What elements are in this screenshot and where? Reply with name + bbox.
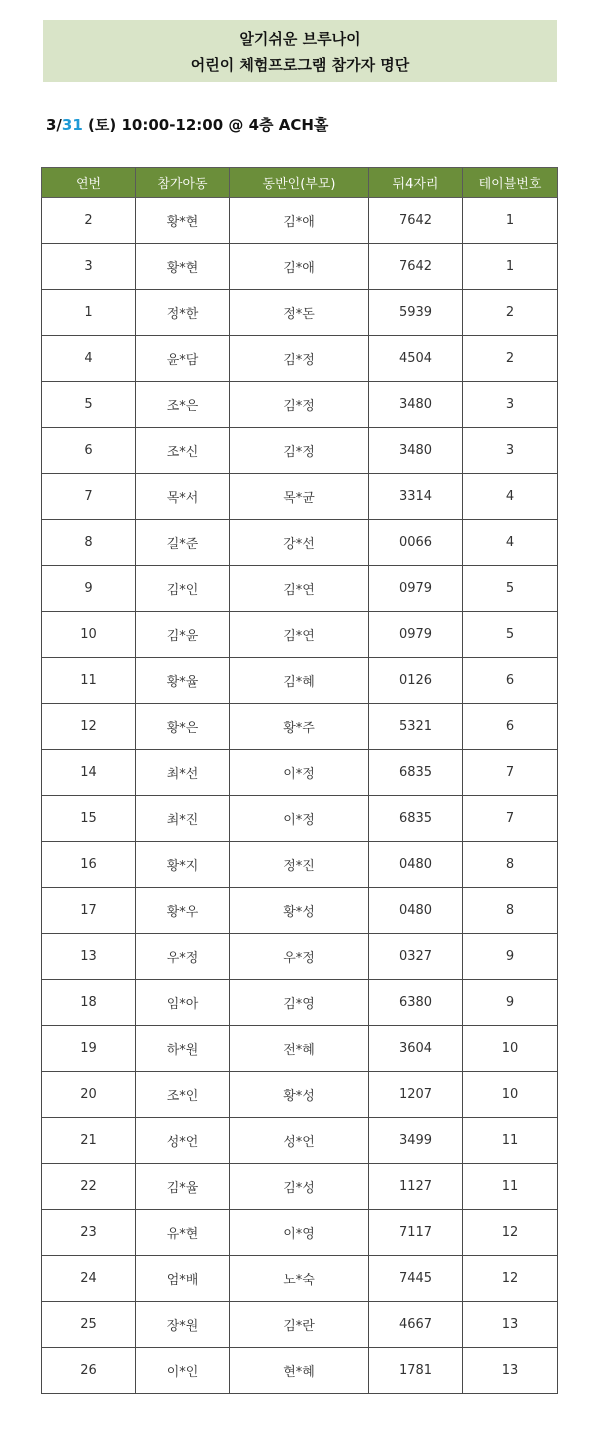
cell-no: 21	[42, 1118, 136, 1164]
cell-last4: 4504	[369, 336, 463, 382]
cell-table-no: 6	[463, 658, 558, 704]
cell-last4: 7642	[369, 198, 463, 244]
cell-last4: 0979	[369, 566, 463, 612]
cell-last4: 3480	[369, 382, 463, 428]
table-row	[42, 1118, 558, 1164]
cell-child: 하*원	[136, 1026, 230, 1072]
cell-no: 6	[42, 428, 136, 474]
cell-last4: 7642	[369, 244, 463, 290]
cell-no: 10	[42, 612, 136, 658]
cell-table-no: 13	[463, 1348, 558, 1394]
cell-child: 유*현	[136, 1210, 230, 1256]
cell-guardian: 김*성	[230, 1164, 369, 1210]
cell-guardian: 김*란	[230, 1302, 369, 1348]
table-row	[42, 612, 558, 658]
cell-guardian: 김*정	[230, 336, 369, 382]
table-row	[42, 1210, 558, 1256]
cell-table-no: 7	[463, 796, 558, 842]
table-row	[42, 980, 558, 1026]
table-row	[42, 842, 558, 888]
cell-table-no: 8	[463, 888, 558, 934]
cell-table-no: 1	[463, 244, 558, 290]
cell-no: 5	[42, 382, 136, 428]
table-row	[42, 1072, 558, 1118]
cell-last4: 1207	[369, 1072, 463, 1118]
cell-child: 조*인	[136, 1072, 230, 1118]
cell-no: 18	[42, 980, 136, 1026]
cell-no: 11	[42, 658, 136, 704]
header-no: 연번	[42, 168, 136, 198]
table-row	[42, 382, 558, 428]
header-row	[42, 168, 558, 198]
table-row	[42, 658, 558, 704]
header-guardian: 동반인(부모)	[230, 168, 369, 198]
cell-table-no: 11	[463, 1118, 558, 1164]
cell-last4: 0480	[369, 842, 463, 888]
cell-child: 정*한	[136, 290, 230, 336]
cell-table-no: 2	[463, 336, 558, 382]
cell-no: 23	[42, 1210, 136, 1256]
cell-last4: 3499	[369, 1118, 463, 1164]
cell-last4: 6835	[369, 750, 463, 796]
cell-last4: 3480	[369, 428, 463, 474]
cell-guardian: 이*정	[230, 750, 369, 796]
cell-child: 이*인	[136, 1348, 230, 1394]
table-row	[42, 934, 558, 980]
table-row	[42, 336, 558, 382]
cell-table-no: 7	[463, 750, 558, 796]
table-row	[42, 1348, 558, 1394]
cell-table-no: 13	[463, 1302, 558, 1348]
session-day: 31	[61, 116, 83, 134]
cell-table-no: 5	[463, 612, 558, 658]
title-line-2: 어린이 체험프로그램 참가자 명단	[190, 56, 410, 74]
cell-last4: 1127	[369, 1164, 463, 1210]
cell-last4: 3604	[369, 1026, 463, 1072]
cell-guardian: 성*언	[230, 1118, 369, 1164]
table-row	[42, 1164, 558, 1210]
title-banner	[43, 20, 557, 82]
cell-table-no: 1	[463, 198, 558, 244]
title-line-1: 알기쉬운 브루나이	[239, 30, 361, 48]
cell-table-no: 3	[463, 382, 558, 428]
cell-guardian: 김*정	[230, 428, 369, 474]
cell-last4: 3314	[369, 474, 463, 520]
cell-child: 성*언	[136, 1118, 230, 1164]
cell-child: 황*현	[136, 244, 230, 290]
cell-guardian: 전*혜	[230, 1026, 369, 1072]
cell-guardian: 현*혜	[230, 1348, 369, 1394]
cell-last4: 6380	[369, 980, 463, 1026]
cell-last4: 6835	[369, 796, 463, 842]
cell-child: 엄*배	[136, 1256, 230, 1302]
cell-child: 장*원	[136, 1302, 230, 1348]
cell-no: 16	[42, 842, 136, 888]
cell-table-no: 10	[463, 1072, 558, 1118]
cell-guardian: 김*애	[230, 244, 369, 290]
cell-no: 19	[42, 1026, 136, 1072]
cell-table-no: 12	[463, 1210, 558, 1256]
cell-no: 17	[42, 888, 136, 934]
cell-last4: 1781	[369, 1348, 463, 1394]
table-row	[42, 1026, 558, 1072]
cell-last4: 0327	[369, 934, 463, 980]
cell-child: 우*정	[136, 934, 230, 980]
table-row	[42, 1256, 558, 1302]
cell-guardian: 김*정	[230, 382, 369, 428]
cell-guardian: 우*정	[230, 934, 369, 980]
cell-no: 24	[42, 1256, 136, 1302]
cell-last4: 0126	[369, 658, 463, 704]
cell-last4: 5321	[369, 704, 463, 750]
cell-guardian: 황*성	[230, 888, 369, 934]
cell-child: 최*진	[136, 796, 230, 842]
session-month: 3/	[46, 116, 62, 134]
cell-no: 22	[42, 1164, 136, 1210]
table-row	[42, 428, 558, 474]
session-info	[46, 112, 328, 138]
table-row	[42, 888, 558, 934]
cell-child: 황*은	[136, 704, 230, 750]
table-row	[42, 750, 558, 796]
cell-last4: 0979	[369, 612, 463, 658]
cell-guardian: 김*혜	[230, 658, 369, 704]
cell-child: 조*신	[136, 428, 230, 474]
cell-no: 13	[42, 934, 136, 980]
cell-no: 25	[42, 1302, 136, 1348]
header-child: 참가아동	[136, 168, 230, 198]
cell-last4: 0480	[369, 888, 463, 934]
cell-child: 길*준	[136, 520, 230, 566]
cell-last4: 7117	[369, 1210, 463, 1256]
cell-last4: 7445	[369, 1256, 463, 1302]
cell-child: 목*서	[136, 474, 230, 520]
cell-last4: 4667	[369, 1302, 463, 1348]
cell-child: 황*우	[136, 888, 230, 934]
cell-last4: 5939	[369, 290, 463, 336]
cell-child: 황*율	[136, 658, 230, 704]
cell-child: 김*인	[136, 566, 230, 612]
cell-guardian: 김*애	[230, 198, 369, 244]
session-details: (토) 10:00-12:00 @ 4층 ACH홀	[82, 116, 329, 134]
table-row	[42, 474, 558, 520]
table-row	[42, 796, 558, 842]
cell-child: 조*은	[136, 382, 230, 428]
cell-guardian: 김*연	[230, 566, 369, 612]
cell-child: 김*율	[136, 1164, 230, 1210]
cell-table-no: 4	[463, 520, 558, 566]
cell-guardian: 목*균	[230, 474, 369, 520]
cell-guardian: 김*영	[230, 980, 369, 1026]
cell-table-no: 11	[463, 1164, 558, 1210]
cell-no: 26	[42, 1348, 136, 1394]
cell-table-no: 4	[463, 474, 558, 520]
cell-guardian: 황*주	[230, 704, 369, 750]
cell-no: 20	[42, 1072, 136, 1118]
cell-guardian: 이*정	[230, 796, 369, 842]
table-row	[42, 244, 558, 290]
cell-no: 3	[42, 244, 136, 290]
cell-table-no: 9	[463, 934, 558, 980]
cell-no: 7	[42, 474, 136, 520]
cell-child: 임*아	[136, 980, 230, 1026]
cell-table-no: 10	[463, 1026, 558, 1072]
cell-child: 황*현	[136, 198, 230, 244]
participant-table	[41, 167, 558, 1394]
cell-guardian: 정*진	[230, 842, 369, 888]
table-row	[42, 704, 558, 750]
cell-table-no: 6	[463, 704, 558, 750]
table-row	[42, 290, 558, 336]
cell-table-no: 12	[463, 1256, 558, 1302]
cell-guardian: 강*선	[230, 520, 369, 566]
cell-table-no: 2	[463, 290, 558, 336]
cell-guardian: 정*돈	[230, 290, 369, 336]
header-last4: 뒤4자리	[369, 168, 463, 198]
cell-child: 김*윤	[136, 612, 230, 658]
table-header	[42, 168, 558, 198]
table-row	[42, 520, 558, 566]
cell-no: 15	[42, 796, 136, 842]
cell-table-no: 5	[463, 566, 558, 612]
cell-no: 14	[42, 750, 136, 796]
header-table-no: 테이블번호	[463, 168, 558, 198]
cell-guardian: 김*연	[230, 612, 369, 658]
cell-table-no: 8	[463, 842, 558, 888]
cell-child: 최*선	[136, 750, 230, 796]
cell-table-no: 9	[463, 980, 558, 1026]
cell-child: 윤*담	[136, 336, 230, 382]
cell-no: 12	[42, 704, 136, 750]
table-row	[42, 566, 558, 612]
cell-no: 2	[42, 198, 136, 244]
cell-guardian: 이*영	[230, 1210, 369, 1256]
cell-guardian: 노*숙	[230, 1256, 369, 1302]
cell-no: 4	[42, 336, 136, 382]
cell-last4: 0066	[369, 520, 463, 566]
cell-guardian: 황*성	[230, 1072, 369, 1118]
cell-child: 황*지	[136, 842, 230, 888]
table-row	[42, 1302, 558, 1348]
cell-no: 1	[42, 290, 136, 336]
table-row	[42, 198, 558, 244]
cell-no: 9	[42, 566, 136, 612]
cell-table-no: 3	[463, 428, 558, 474]
table-body	[42, 198, 558, 1394]
cell-no: 8	[42, 520, 136, 566]
